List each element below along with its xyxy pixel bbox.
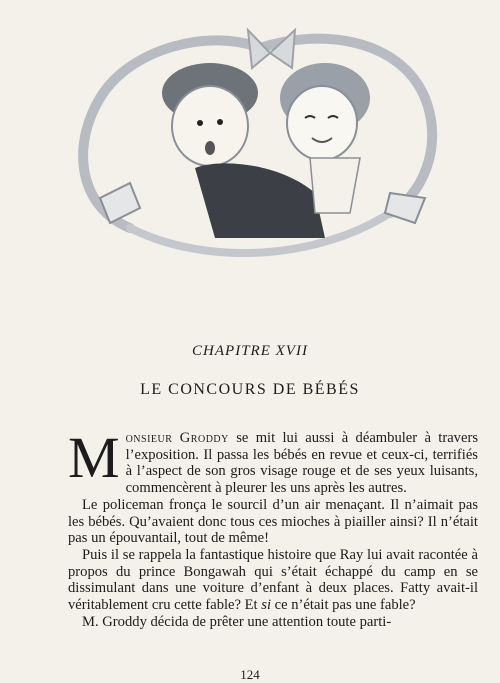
paragraph-3-text-b: ce n’était pas une fable? — [271, 597, 416, 614]
paragraph-1-text: se mit lui aussi à déambuler à travers l’exposition. Il passa les bébés en revue et ceux-ci, terrifiés à l’aspect de son gros visage rouge et de ses yeux luisants, commencèrent à pleurer les uns après les autres. — [125, 430, 478, 497]
page-number: 124 — [240, 667, 260, 682]
chapter-text — [68, 425, 478, 630]
rattle-right — [385, 193, 425, 223]
smallcaps-word-1: onsieur — [125, 430, 173, 446]
paragraph-4: M. Groddy décida de prêter une attention toute parti- — [82, 613, 392, 630]
paragraph-3-text-a: Puis il se rappela la fantastique histoire que Ray lui avait racontée à propos du prince Bongawah qui s’était échappé du camp en se dissimulant dans une voiture d’enfant à deux places. Fatty avait-il véritablement cru cette fable? Et — [68, 546, 478, 614]
drop-cap: M — [68, 425, 120, 490]
chapter-number: CHAPITRE XVII — [192, 343, 308, 359]
chapter-title: LE CONCOURS DE BÉBÉS — [140, 381, 360, 398]
girl-face — [287, 86, 357, 160]
smallcaps-word-2: Groddy — [179, 430, 229, 446]
paragraph-3 — [68, 547, 478, 614]
children-illustration — [60, 8, 450, 273]
paragraph-2: Le policeman fronça le sourcil d’un air menaçant. Il n’aimait pas les bébés. Qu’avaient donc tous ces mioches à piailler ainsi? Il n’était pas un épouvantail, tout de même! — [68, 496, 478, 547]
boy-sweater — [195, 163, 325, 238]
paragraph-3-italic: si — [261, 597, 271, 614]
girl-collar — [310, 158, 360, 213]
paragraph-1 — [68, 425, 478, 497]
